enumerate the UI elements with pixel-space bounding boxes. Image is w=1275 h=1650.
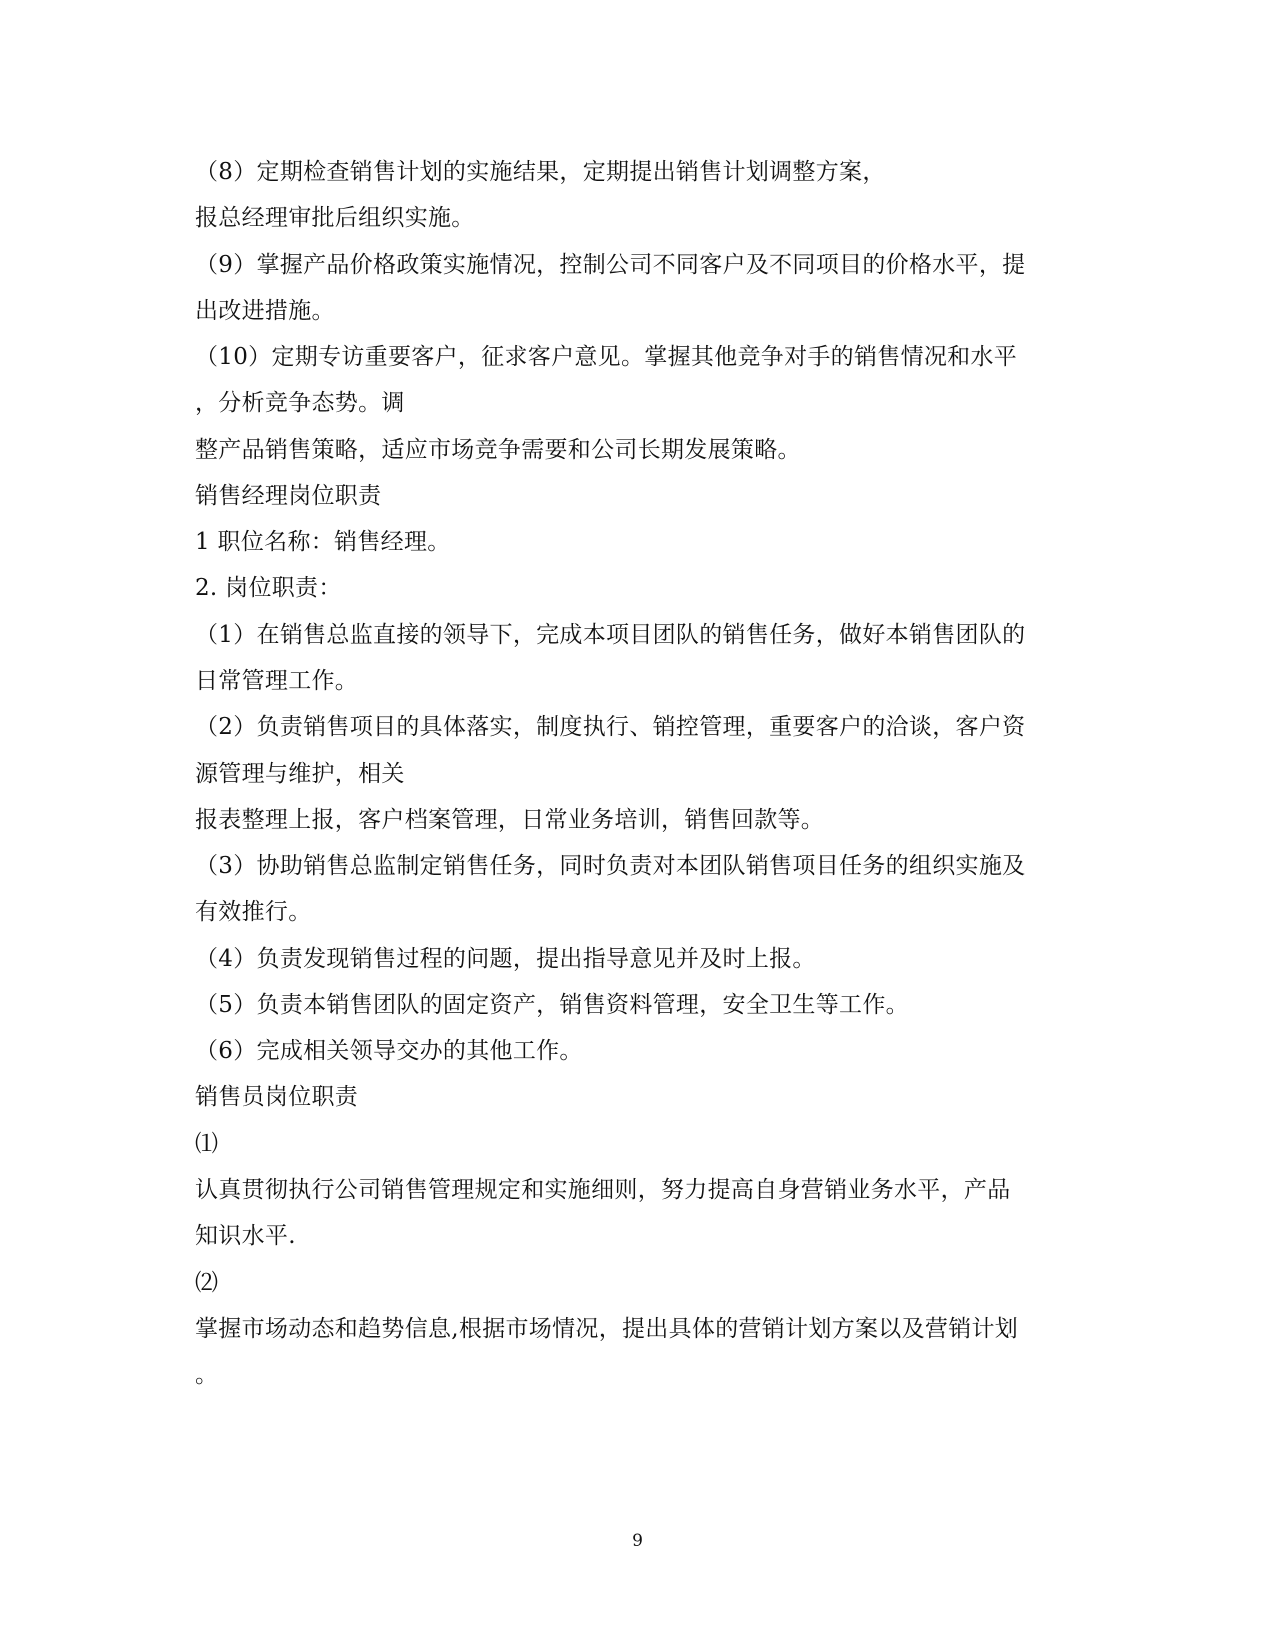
text-line: （6）完成相关领导交办的其他工作。 xyxy=(195,1038,583,1064)
text-line: 源管理与维护，相关 xyxy=(195,761,405,787)
text-line: ⑵ xyxy=(195,1270,219,1296)
text-line: （1）在销售总监直接的领导下，完成本项目团队的销售任务，做好本销售团队的 xyxy=(195,622,1026,648)
text-line: 认真贯彻执行公司销售管理规定和实施细则，努力提高自身营销业务水平，产品 xyxy=(195,1177,1011,1203)
text-line: 。 xyxy=(195,1362,219,1388)
section-heading: 销售经理岗位职责 xyxy=(195,483,382,509)
text-line: 报总经理审批后组织实施。 xyxy=(195,205,475,231)
text-line: （5）负责本销售团队的固定资产，销售资料管理，安全卫生等工作。 xyxy=(195,992,909,1018)
text-line: 日常管理工作。 xyxy=(195,668,359,694)
text-line: ⑴ xyxy=(195,1131,219,1157)
text-line: 掌握市场动态和趋势信息,根据市场情况，提出具体的营销计划方案以及营销计划 xyxy=(195,1316,1019,1342)
text-line: 1 职位名称：销售经理。 xyxy=(195,529,451,555)
page-number: 9 xyxy=(632,1531,643,1551)
text-line: （8）定期检查销售计划的实施结果，定期提出销售计划调整方案， xyxy=(195,159,886,185)
text-line: 出改进措施。 xyxy=(195,298,335,324)
text-line: ，分析竞争态势。调 xyxy=(195,390,405,416)
text-line: 知识水平. xyxy=(195,1223,296,1249)
text-line: （2）负责销售项目的具体落实，制度执行、销控管理，重要客户的洽谈，客户资 xyxy=(195,714,1026,740)
text-line: 整产品销售策略，适应市场竞争需要和公司长期发展策略。 xyxy=(195,437,801,463)
section-heading: 销售员岗位职责 xyxy=(195,1084,359,1110)
text-line: （9）掌握产品价格政策实施情况，控制公司不同客户及不同项目的价格水平，提 xyxy=(195,252,1026,278)
text-line: 有效推行。 xyxy=(195,899,312,925)
text-line: 报表整理上报，客户档案管理，日常业务培训，销售回款等。 xyxy=(195,807,825,833)
text-line: 2. 岗位职责： xyxy=(195,575,342,601)
text-line: （10）定期专访重要客户，征求客户意见。掌握其他竞争对手的销售情况和水平 xyxy=(195,344,1018,370)
text-line: （4）负责发现销售过程的问题，提出指导意见并及时上报。 xyxy=(195,946,816,972)
text-line: （3）协助销售总监制定销售任务，同时负责对本团队销售项目任务的组织实施及 xyxy=(195,853,1026,879)
